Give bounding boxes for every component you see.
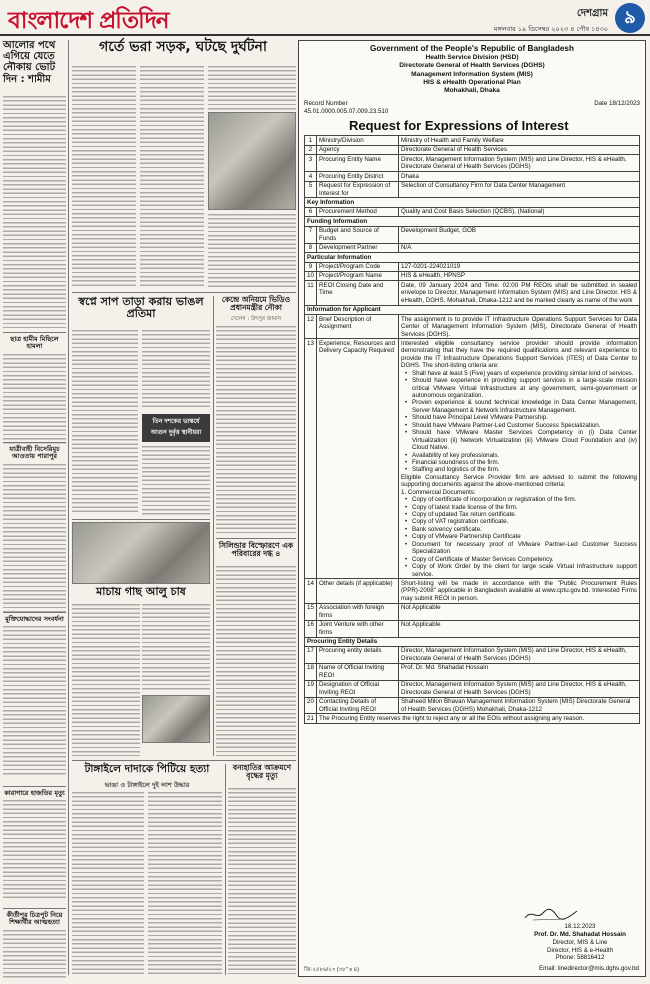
article-text (72, 66, 136, 288)
left-brief-3 (3, 616, 66, 776)
table-row: 2 Agency Directorate General of Health Services (305, 145, 640, 154)
signature-block (521, 907, 639, 962)
table-row: 19 Designation of Official Inviting REOI Director, Management Information System (MIS) and Line Director, HIS & eHealth, Directorate General of Health Services (DGHS) (305, 680, 640, 697)
table-row: 11 REOI Closing Date and Time Date, 09 January 2024 and Time: 02:00 PM REOIs shall be submitted in sealed envelope to Director, Management Information System (MIS) and Line Director, HIS & eHealth, DGHS, Mohakhali, Dhaka-1212 and be marked clearly as name of the work (305, 281, 640, 305)
signatory-phone: Phone: 58816412 (555, 954, 605, 962)
road-photo (208, 112, 296, 210)
table-row: 14 Other details (if applicable) Short-listing will be made in accordance with the "Public Procurement Rules (PPR)-2008" applicable in Bangladesh available at www.cptu.gov.bd. Interested Firms may submit REOI in person. (305, 579, 640, 603)
record-row (304, 100, 640, 108)
table-row: 6 Procurement Method Quality and Cost Basis Selection (QCBS), (National) (305, 207, 640, 216)
cylinder-headline: সিলিন্ডার বিস্ফোরণে এক পরিবারের দগ্ধ ৪ (218, 541, 294, 559)
section-row: Procuring Entity Details (305, 637, 640, 646)
brief-headline: কারাগারে হাজতির মৃত্যু (4, 789, 65, 797)
list-item: • Document for necessary proof of VMware Partner-Led Customer Success Specialization (412, 541, 637, 556)
criteria-intro: Interested eligible consultancy service provider should provide information demonstrating that they have the required qualifications and relevant experience to provide the IT Infrastructure Operations Support Services (ITES) of Data Center to DGHS. The short-listing criteria are: (401, 339, 637, 370)
divider (216, 538, 296, 539)
potato-headline: মাচায় গাছ আলু চাষ (96, 585, 186, 598)
article-text (72, 792, 144, 975)
column-divider (213, 296, 214, 756)
notice-header (304, 44, 640, 95)
newspaper-logo: বাংলাদেশ প্রতিদিন (8, 8, 169, 34)
notice-title: Request for Expressions of Interest (349, 117, 569, 133)
column-divider (68, 40, 69, 975)
potato-photo (72, 522, 210, 584)
section-row: Key Information (305, 198, 640, 207)
divider (3, 908, 66, 909)
list-item: • Copy of latest trade license of the firm. (412, 504, 637, 511)
list-item: • Should have Principal Level VMware Partnership. (412, 414, 637, 421)
left-news-column (3, 40, 66, 975)
record-label: Record Number (304, 100, 348, 108)
article-text (216, 326, 296, 534)
article-text (148, 792, 222, 975)
article-text (142, 446, 210, 515)
elephant-headline: বন্যহাতির আক্রমণে বৃদ্ধের মৃত্যু (232, 763, 292, 781)
column-divider (225, 764, 226, 975)
left-brief-5 (3, 912, 66, 980)
list-item: • Availability of key professionals. (412, 452, 637, 459)
brief-headline: মুক্তিযোদ্ধাদের সংবর্ধনা (5, 615, 64, 623)
list-item: • Bank solvency certificate. (412, 526, 637, 533)
record-number: 45.01.0000.005.07.009.23.510 (304, 107, 389, 115)
divider (72, 760, 296, 761)
issue-date: মঙ্গলবার ১৯ ডিসেম্বর ২০২৩ ৪ পৌষ ১৪৩০ (493, 25, 608, 33)
article-text (142, 330, 210, 410)
list-item: • Copy of VAT registration certificate. (412, 518, 637, 525)
table-row: 13 Experience, Resources and Delivery Capacity Required Interested eligible consultancy service provider should provide information demonstrating that they have the required qualifications and relevant experience to provide the IT Infrastructure Operations Support Services (ITES) of Data Center to DGHS. The short-listing criteria are: • Shall have at least 5 (Five) years of experience providing similar kind of services. • Should have experience in providing support services in a large-scale mission critical VMware Virtual Infrastructure at any government, semi-government or autonomous organization. • Proven experience & sound technical knowledge in Data Center Management, Server Management & Network Infrastructure Management. • Should have Principal Level VMware Partnership. • Should have VMware Partner-Led Customer Success Specialization. • Should have VMware Master Services Competency in (i) Data Center Virtualization (ii) Network Virtualization (iii) VMware Cloud Foundation and (iv) Cloud Native. • Availability of key professionals. • Financial soundness of the firm. • Staffing and logistics of the firm. Eligible Consultancy Service Provider firm are advised to submit the following supporting documents against the above-mentioned criteria: 1. Commercial Documents: • Copy of certificate of incorporation or registration of the firm. • Copy of latest trade license of the firm. • Copy of updated Tax return certificate. • Copy of VAT registration certificate. • Bank solvency certificate. • Copy of VMware Partnership Certificate • Document for necessary proof of VMware Partner-Led Customer Success Specialization • Copy of Certificate of Master Services Competency. • Copy of Work Order by the client for large scale Virtual Infrastructure support service. (305, 339, 640, 579)
signature-date: 18.12.2023 (564, 923, 596, 931)
masthead (0, 0, 650, 36)
table-row: 8 Development Partner N/A (305, 243, 640, 252)
article-text (3, 800, 66, 900)
list-item: • Proven experience & sound technical knowledge in Data Center Management, Server Management & Network Infrastructure Management. (412, 399, 637, 414)
documents-heading: 1. Commercial Documents: (401, 488, 476, 496)
office-location: Mohakhali, Dhaka (444, 87, 500, 95)
signatory-title-2: Director, HIS & e-Health (546, 946, 614, 954)
list-item: • Should have VMware Partner-Led Customer Success Specialization. (412, 422, 637, 429)
tangail-headline: টাঙ্গাইলে দাদাকে পিটিয়ে হত্যা (84, 763, 210, 775)
gov-name: Government of the People's Republic of Bangladesh (370, 44, 574, 53)
pull-quote: তিন দশকের ভাস্কর্যে আগুন দুর্বৃত্ত স্থানীয়রা (142, 414, 210, 442)
article-text (72, 604, 140, 756)
article-text (3, 464, 66, 614)
list-item: • Copy of Work Order by the client for large scale Virtual Infrastructure support service. (412, 563, 637, 578)
article-text (216, 566, 296, 756)
signatory-title-1: Director, MIS & Line (552, 938, 608, 946)
article-text (208, 66, 296, 110)
article-text (3, 354, 66, 444)
table-row: 21 The Procuring Entity reserves the right to reject any or all the EOIs without assigning any reason. (305, 714, 640, 723)
article-text (228, 788, 296, 975)
table-row: 12 Brief Description of Assignment The assignment is to provide IT Infrastructure Operations Support Services for Data Center of Management Information System (MIS), Directorate General of Health Services (DGHS). (305, 315, 640, 339)
list-item: • Copy of Certificate of Master Services Competency. (412, 556, 637, 563)
table-row: 15 Association with foreign firms Not Applicable (305, 603, 640, 620)
kendro-headline: কেন্দ্রে অনিয়মে ভিডিও প্রধানমন্ত্রীর নৌকা (221, 295, 291, 313)
table-row: 9 Project/Program Code 127-0201-224021019 (305, 262, 640, 271)
plan-name: HIS & eHealth Operational Plan (423, 78, 521, 86)
table-row: 10 Project/Program Name HIS & eHealth, HPNSP (305, 271, 640, 280)
list-item: • Staffing and logistics of the firm. (412, 466, 637, 473)
divider (72, 292, 296, 293)
article-text (142, 604, 210, 692)
article-text (208, 214, 296, 288)
list-item: • Copy of updated Tax return certificate. (412, 511, 637, 518)
documents-intro: Eligible Consultancy Service Provider firm are advised to submit the following supporting documents against the above-mentioned criteria: (401, 473, 637, 489)
gd-number: জি-২৫৮৬/২৩ (৩৮" x ৪) (304, 967, 359, 974)
article-text (72, 330, 138, 515)
reoi-table (304, 135, 640, 724)
section-row: Information for Applicant (305, 305, 640, 314)
brief-headline: যাত্রীবাহী বিসেরিমুচ আওতায় পারাপুর (9, 445, 60, 461)
table-row: 16 Joint Venture with other firms Not Applicable (305, 620, 640, 637)
section-name: দেশগ্রাম (576, 8, 608, 19)
documents-list (401, 496, 637, 578)
office-name: Management Information System (MIS) (411, 70, 533, 78)
criteria-list (401, 370, 637, 474)
field-photo (142, 695, 210, 743)
signature-mark (521, 907, 581, 922)
section-row: Particular Information (305, 253, 640, 262)
list-item: • Should have experience in providing support services in a large-scale mission critical VMware Virtual Infrastructure at any government, semi-government or autonomous organization. (412, 377, 637, 399)
divider (3, 786, 66, 787)
reoi-notice (298, 40, 646, 977)
table-row: 4 Procuring Entity District Dhaka (305, 172, 640, 181)
table-row: 3 Procuring Entity Name Director, Management Information System (MIS) and Line Director, HIS & eHealth, Directorate General of Health Services (DGHS) (305, 155, 640, 172)
table-row: 18 Name of Official Inviting REOI Prof. Dr. Md. Shahadat Hossain (305, 663, 640, 680)
left-brief-2 (3, 446, 66, 614)
list-item: • Financial soundness of the firm. (412, 459, 637, 466)
signatory-name: Prof. Dr. Md. Shahadat Hossain (534, 931, 626, 938)
list-item: • Copy of certificate of incorporation or registration of the firm. (412, 496, 637, 503)
notice-date: Date 18/12/2023 (594, 100, 640, 108)
divider (3, 612, 66, 613)
left-brief-1 (3, 336, 66, 444)
table-row: 20 Contacting Details of Official Inviting REOI Shaheed Milon Bhavan Management Information System (MIS) Directorate General of Health Services (DGHS) Mohakhali, Dhaka-1212 (305, 697, 640, 714)
header-meta (494, 6, 608, 35)
divider (3, 332, 66, 333)
snake-headline: স্বপ্নে সাপ তাড়া করায় ভাঙল প্রতিমা (78, 295, 204, 321)
article-text (3, 96, 66, 328)
article-text (3, 930, 66, 980)
brief-headline: ছাত্র হামীম মিছিলে হামলা (10, 335, 59, 351)
signatory-email: Email: linedirector@mis.dghs.gov.bd (538, 965, 639, 973)
divider (72, 519, 210, 520)
list-item: • Shall have at least 5 (Five) years of experience providing similar kind of services. (412, 370, 637, 377)
page-number: ৯ (615, 3, 645, 33)
article-text (140, 66, 204, 288)
list-item: • Should have VMware Master Services Competency in (i) Data Center Virtualization (ii) Network Virtualization (iii) VMware Cloud Foundation and (iv) Cloud Native. (412, 429, 637, 451)
left-brief-4 (3, 790, 66, 900)
list-item: • Copy of VMware Partnership Certificate (412, 533, 637, 540)
brief-headline: কীর্তীপুর চিত্রপুট নিয়ে শিক্ষার্থীর আত্মহত্যা (6, 911, 63, 927)
article-text (3, 626, 66, 776)
main-headline: গর্তে ভরা সড়ক, ঘটছে দুর্ঘটনা (99, 39, 267, 55)
table-row: 1 Ministry/Division Ministry of Health and Family Welfare (305, 136, 640, 145)
table-row: 17 Procuring entity details Director, Management Information System (MIS) and Line Director, HIS & eHealth, Directorate General of Health Services (DGHS) (305, 646, 640, 663)
table-row: 5 Request for Expression of Interest for Selection of Consultancy Firm for Data Center Management (305, 181, 640, 198)
directorate-name: Directorate General of Health Services (DGHS) (399, 62, 545, 70)
kendro-subhead: দেলেন : উৎসুর জামান (230, 316, 282, 322)
section-row: Funding Information (305, 217, 640, 226)
division-name: Health Service Division (HSD) (425, 54, 519, 62)
tangail-subhead: ভাঙা ও টাঙ্গাইলে দুই লাশ উদ্ধার (104, 781, 190, 789)
left-top-headline: আলোর পথে এগিয়ে যেতে নৌকায় ভোট দিন : শামীম (3, 40, 56, 85)
divider (3, 442, 66, 443)
table-row: 7 Budget and Source of Funds Development Budget, GOB (305, 226, 640, 243)
